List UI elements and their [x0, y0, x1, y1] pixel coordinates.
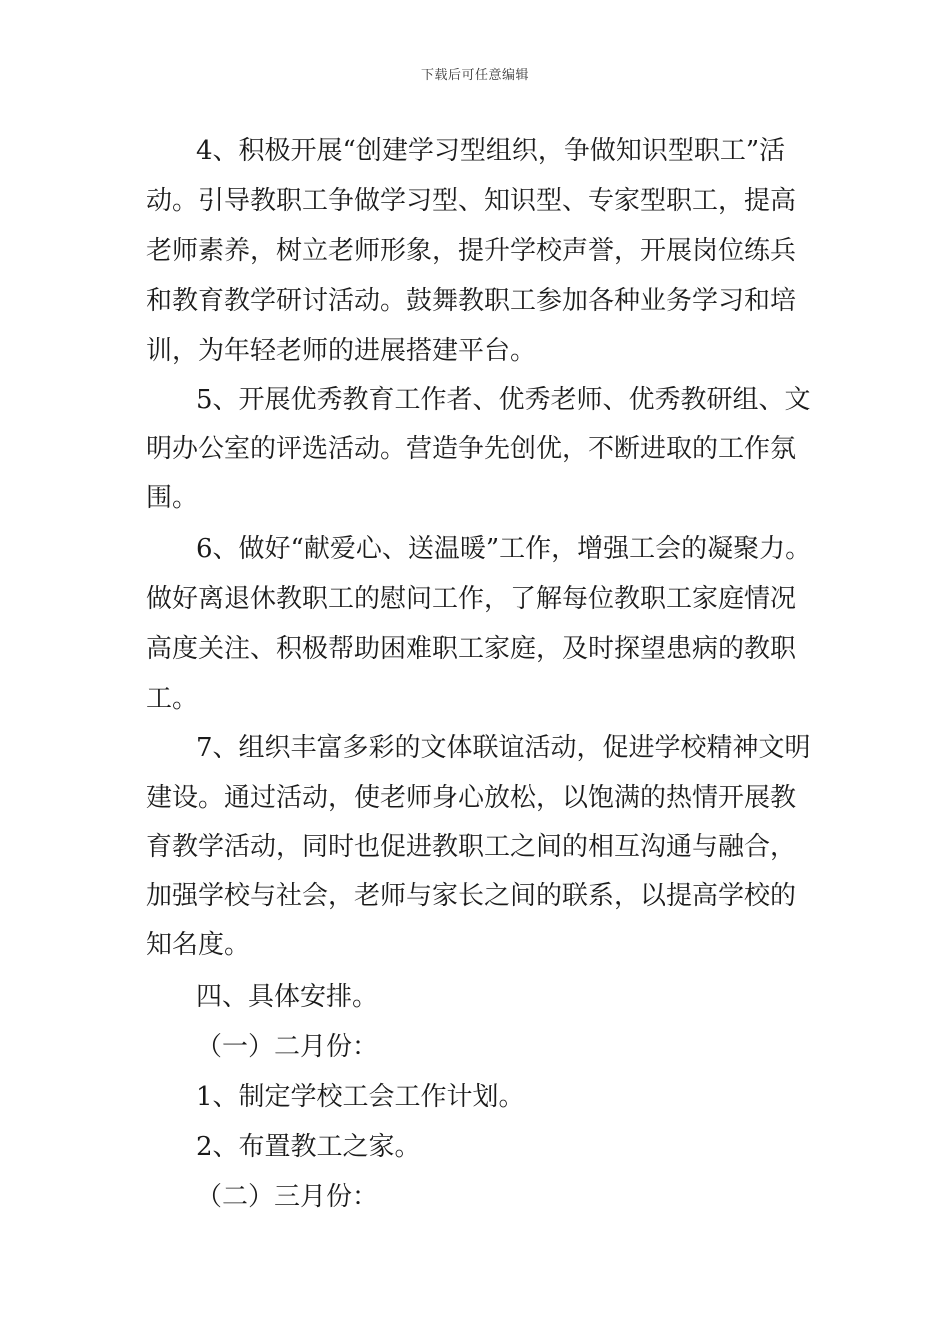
section-heading: 四、具体安排。	[196, 982, 379, 1012]
subsection-heading: （二）三月份：	[196, 1182, 379, 1212]
text-line: 育教学活动，同时也促进教职工之间的相互沟通与融合，	[146, 832, 797, 862]
text-line: 1、制定学校工会工作计划。	[196, 1082, 525, 1112]
subsection-heading: （一）二月份：	[196, 1032, 379, 1062]
text-line: 加强学校与社会，老师与家长之间的联系，以提高学校的	[146, 881, 797, 911]
text-line: 高度关注、积极帮助困难职工家庭，及时探望患病的教职	[146, 634, 797, 664]
text-line: 2、布置教工之家。	[196, 1132, 421, 1162]
text-line: 知名度。	[146, 930, 251, 960]
text-line: 建设。通过活动，使老师身心放松，以饱满的热情开展教	[146, 783, 797, 813]
text-line: 4、积极开展“创建学习型组织，争做知识型职工”活	[196, 136, 786, 166]
text-line: 7、组织丰富多彩的文体联谊活动，促进学校精神文明	[196, 733, 811, 763]
text-line: 明办公室的评选活动。营造争先创优，不断进取的工作氛	[146, 434, 797, 464]
text-line: 围。	[146, 483, 199, 513]
text-line: 训，为年轻老师的进展搭建平台。	[146, 336, 537, 366]
text-line: 老师素养，树立老师形象，提升学校声誉，开展岗位练兵	[146, 236, 797, 266]
text-line: 和教育教学研讨活动。鼓舞教职工参加各种业务学习和培	[146, 286, 797, 316]
text-line: 工。	[146, 684, 199, 714]
text-line: 6、做好“献爱心、送温暖”工作，增强工会的凝聚力。	[196, 534, 812, 564]
text-line: 5、开展优秀教育工作者、优秀老师、优秀教研组、文	[196, 385, 811, 415]
text-line: 动。引导教职工争做学习型、知识型、专家型职工，提高	[146, 186, 797, 216]
text-line: 做好离退休教职工的慰问工作，了解每位教职工家庭情况	[146, 584, 797, 614]
header-note: 下载后可任意编辑	[420, 68, 529, 83]
